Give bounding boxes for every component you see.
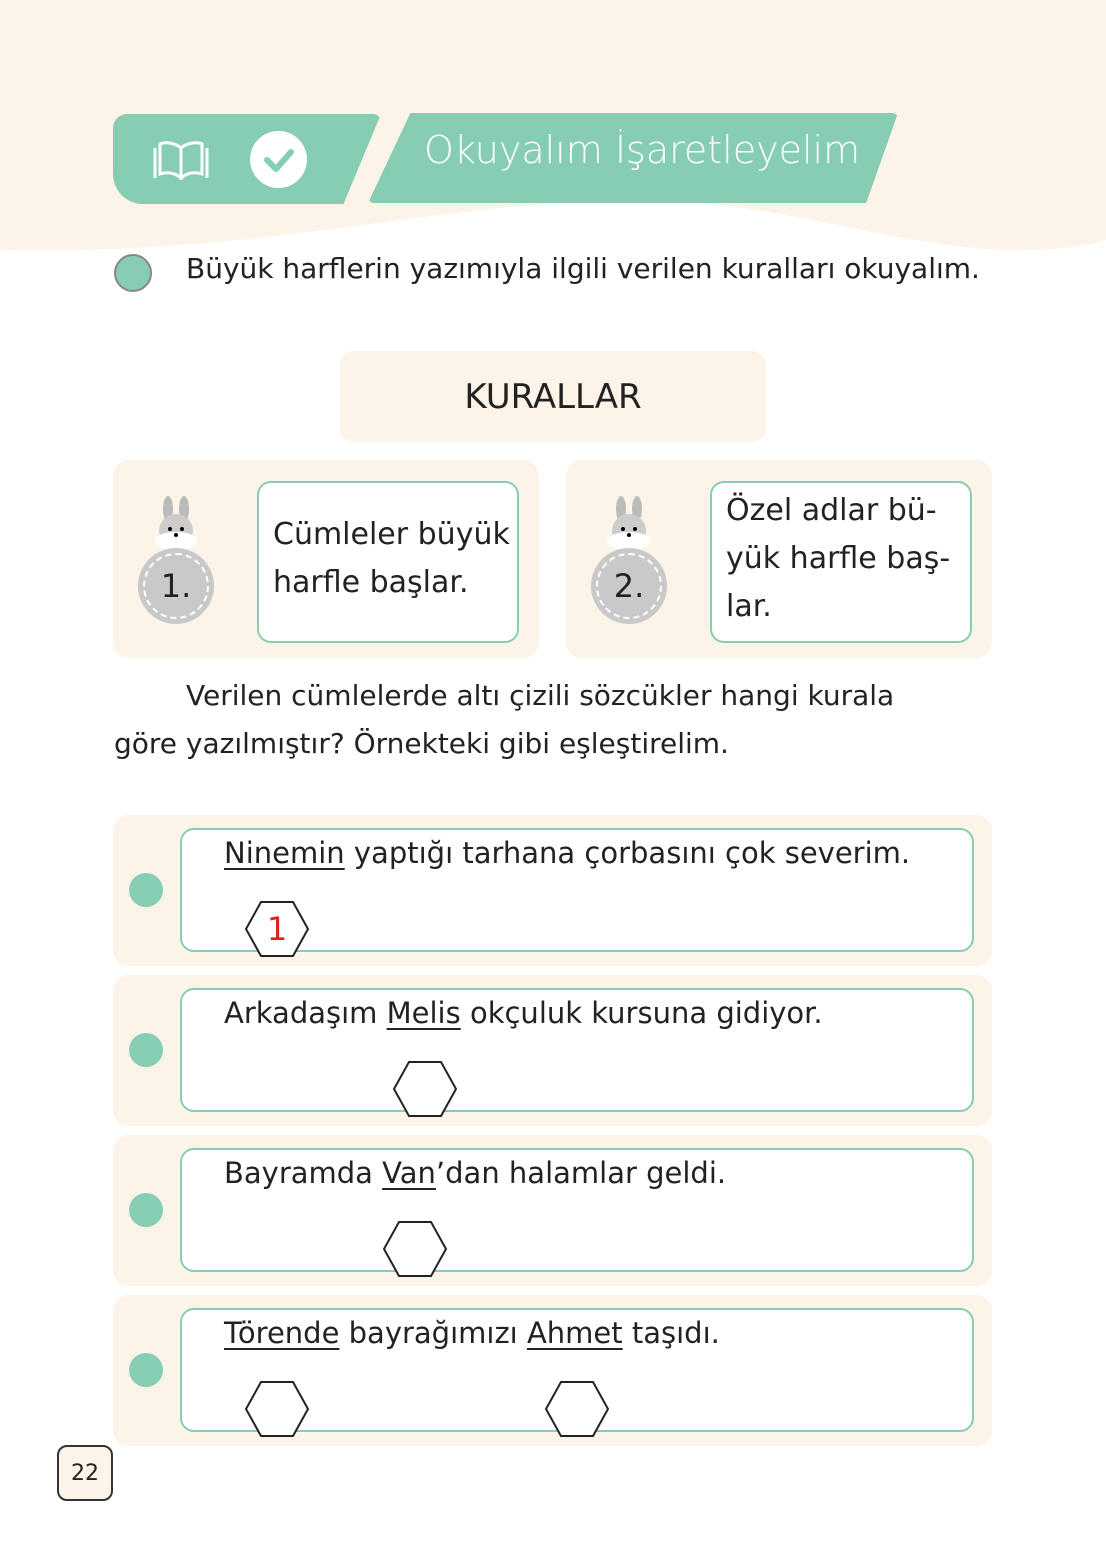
answer-value xyxy=(392,1060,458,1118)
page-number: 22 xyxy=(57,1445,113,1501)
underlined-word: Törende xyxy=(224,1316,340,1350)
underlined-word: Ninemin xyxy=(224,836,345,870)
rule-text: Özel adlar bü- yük harfle baş- lar. xyxy=(710,481,972,643)
sentence-text xyxy=(224,996,823,1030)
sentence-fragment: taşıdı. xyxy=(622,1316,720,1350)
bullet-icon xyxy=(129,873,163,907)
rule-number-badge: 1. xyxy=(138,548,214,624)
sentence-fragment: Arkadaşım xyxy=(224,996,387,1030)
answer-value xyxy=(382,1220,448,1278)
underlined-word: Melis xyxy=(386,996,461,1030)
sentence-fragment: yaptığı tarhana çorbasını çok severim. xyxy=(344,836,911,870)
book-icon xyxy=(152,140,210,180)
instruction-text: Verilen cümlelerde altı çizili sözcükler hangi kurala göre yazılmıştır? Örnekteki gibi eşleştirelim. xyxy=(114,679,895,760)
answer-hexagon[interactable] xyxy=(544,1380,610,1438)
answer-value xyxy=(544,1380,610,1438)
exercise-row xyxy=(113,1295,992,1446)
answer-value: 1 xyxy=(266,910,288,948)
sentence-fragment: okçuluk kursuna gidiyor. xyxy=(460,996,823,1030)
bullet-icon xyxy=(129,1033,163,1067)
sentence-fragment: ’dan halamlar geldi. xyxy=(435,1156,727,1190)
sentence-box xyxy=(180,1148,974,1272)
answer-hexagon[interactable] xyxy=(392,1060,458,1118)
answer-hexagon[interactable] xyxy=(382,1220,448,1278)
sentence-box xyxy=(180,1308,974,1432)
page-title: Okuyalım İşaretleyelim xyxy=(424,128,861,172)
exercise-row xyxy=(113,975,992,1126)
rule-card-2 xyxy=(566,460,992,658)
sentence-box xyxy=(180,828,974,952)
bunny-icon xyxy=(604,495,654,551)
sentence-fragment: Bayramda xyxy=(224,1156,383,1190)
answer-hexagon[interactable] xyxy=(244,1380,310,1438)
check-icon xyxy=(250,131,307,188)
answer-hexagon[interactable] xyxy=(244,900,310,958)
sentence-text xyxy=(224,836,910,870)
underlined-word: Ahmet xyxy=(526,1316,623,1350)
bullet-icon xyxy=(129,1193,163,1227)
rule-number-badge: 2. xyxy=(591,548,667,624)
intro-text: Büyük harflerin yazımıyla ilgili verilen kuralları okuyalım. xyxy=(186,252,980,285)
sentence-box xyxy=(180,988,974,1112)
sentence-text xyxy=(224,1316,720,1350)
rule-card-1 xyxy=(113,460,539,658)
bullet-icon xyxy=(129,1353,163,1387)
rule-text: Cümleler büyük harfle başlar. xyxy=(257,481,519,643)
answer-value xyxy=(244,1380,310,1438)
rules-heading: KURALLAR xyxy=(340,351,766,442)
bunny-icon xyxy=(151,495,201,551)
sentence-text xyxy=(224,1156,726,1190)
exercise-row xyxy=(113,815,992,966)
bullet-icon xyxy=(114,254,152,292)
exercise-row xyxy=(113,1135,992,1286)
underlined-word: Van xyxy=(382,1156,436,1190)
sentence-fragment: bayrağımızı xyxy=(339,1316,527,1350)
